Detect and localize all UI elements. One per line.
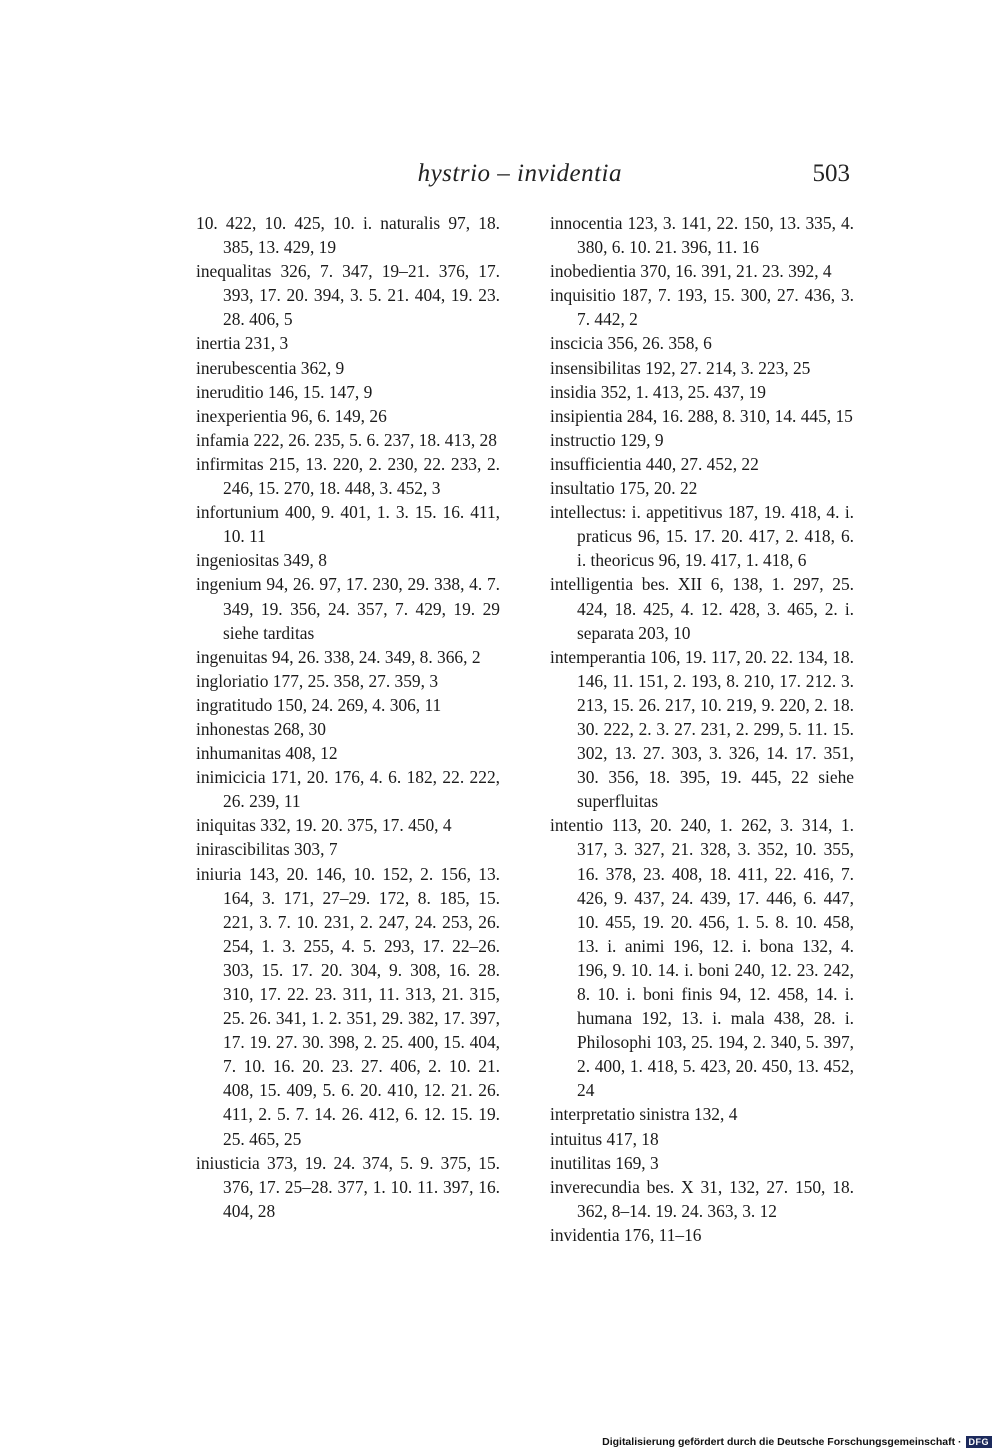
index-entry: intentio 113, 20. 240, 1. 262, 3. 314, 1. 317, 3. 327, 21. 328, 3. 352, 10. 355, 16. 378, 23. 408, 18. 411, 22. 416, 7. 426, 9. 437, 24. 439, 17. 446, 6. 447, 10. 455, 19. 20. 456, 1. 5. 8. 10. 458, 13. i. animi 196, 12. i. bona 132, 4. 196, 9. 10. 14. i. boni 240, 12. 23. 242, 8. 10. i. boni finis 94, 12. 458, 14. i. humana 192, 13. i. mala 438, 28. i. Philosophi 103, 25. 194, 2. 340, 5. 397, 2. 400, 1. 418, 5. 423, 20. 450, 13. 452, 24 [550,815,854,1101]
index-entry: insultatio 175, 20. 22 [550,478,698,499]
index-entry: intemperantia 106, 19. 117, 20. 22. 134, 18. 146, 11. 151, 2. 193, 8. 210, 17. 212. 3. 213, 15. 26. 217, 10. 219, 9. 220, 2. 18. 30. 222, 2. 3. 27. 231, 2. 299, 5. 11. 15. 302, 13. 27. 303, 3. 326, 14. 17. 351, 30. 356, 18. 395, 19. 445, 22 siehe superfluitas [550,646,854,812]
index-entry: intellectus: i. appetitivus 187, 19. 418, 4. i. praticus 96, 15. 17. 20. 417, 2. 418, 6. i. theoricus 96, 19. 417, 1. 418, 6 [550,502,854,571]
index-entry: intuitus 417, 18 [550,1128,659,1149]
index-column-right [550,211,854,1247]
index-entry: ingenuitas 94, 26. 338, 24. 349, 8. 366, 2 [196,646,481,667]
index-entry: ingeniositas 349, 8 [196,550,327,571]
index-entry: inobedientia 370, 16. 391, 21. 23. 392, 4 [550,261,832,282]
index-entry: inquisitio 187, 7. 193, 15. 300, 27. 436, 3. 7. 442, 2 [550,285,854,330]
index-entry: insidia 352, 1. 413, 25. 437, 19 [550,381,766,402]
funding-footer [602,1436,992,1448]
index-entry: interpretatio sinistra 132, 4 [550,1104,738,1125]
index-entry: ingratitudo 150, 24. 269, 4. 306, 11 [196,694,442,715]
index-entry: inertia 231, 3 [196,333,289,354]
index-entry: infortunium 400, 9. 401, 1. 3. 15. 16. 411, 10. 11 [196,502,500,547]
index-entry: insensibilitas 192, 27. 214, 3. 223, 25 [550,357,811,378]
index-entry: inimicicia 171, 20. 176, 4. 6. 182, 22. 222, 26. 239, 11 [196,767,500,812]
index-entry: ingloriatio 177, 25. 358, 27. 359, 3 [196,670,439,691]
index-entry: infamia 222, 26. 235, 5. 6. 237, 18. 413, 28 [196,429,497,450]
running-title: hystrio – invidentia [417,160,622,187]
index-entry: inequalitas 326, 7. 347, 19–21. 376, 17. 393, 17. 20. 394, 3. 5. 21. 404, 19. 23. 28. 406, 5 [196,261,500,330]
index-column-left [196,211,500,1223]
index-entry: insufficientia 440, 27. 452, 22 [550,453,759,474]
index-entry: infirmitas 215, 13. 220, 2. 230, 22. 233, 2. 246, 15. 270, 18. 448, 3. 452, 3 [196,453,500,499]
index-entry: inerubescentia 362, 9 [196,357,345,378]
index-entry: 10. 422, 10. 425, 10. i. naturalis 97, 18. 385, 13. 429, 19 [196,213,500,258]
index-entry: inutilitas 169, 3 [550,1152,659,1173]
index-entry: invidentia 176, 11–16 [550,1224,702,1245]
index-entry: ineruditio 146, 15. 147, 9 [196,381,373,402]
index-entry: inscicia 356, 26. 358, 6 [550,333,712,354]
page-number: 503 [812,160,850,187]
index-entry: innocentia 123, 3. 141, 22. 150, 13. 335, 4. 380, 6. 10. 21. 396, 11. 16 [550,213,854,258]
index-entry: intelligentia bes. XII 6, 138, 1. 297, 25. 424, 18. 425, 4. 12. 428, 3. 465, 2. i. separata 203, 10 [550,574,854,643]
index-entry: inhumanitas 408, 12 [196,743,338,764]
index-entry: inverecundia bes. X 31, 132, 27. 150, 18. 362, 8–14. 19. 24. 363, 3. 12 [550,1176,854,1221]
index-entry: inhonestas 268, 30 [196,718,326,739]
funding-text: Digitalisierung gefördert durch die Deutsche Forschungsgemeinschaft · [602,1436,962,1448]
index-entry: iniuria 143, 20. 146, 10. 152, 2. 156, 13. 164, 3. 171, 27–29. 172, 8. 185, 15. 221, 3. 7. 10. 231, 2. 247, 24. 253, 26. 254, 1. 3. 255, 4. 5. 293, 17. 22–26. 303, 15. 17. 20. 304, 9. 308, 16. 28. 310, 17. 22. 23. 311, 11. 313, 21. 315, 25. 26. 341, 1. 2. 351, 29. 382, 17. 397, 17. 19. 27. 30. 398, 2. 25. 400, 15. 404, 7. 10. 16. 20. 23. 27. 406, 2. 10. 21. 408, 15. 409, 5. 6. 20. 410, 12. 21. 26. 411, 2. 5. 7. 14. 26. 412, 6. 12. 15. 19. 25. 465, 25 [196,863,500,1149]
index-entry: ingenium 94, 26. 97, 17. 230, 29. 338, 4. 7. 349, 19. 356, 24. 357, 7. 429, 19. 29 siehe tarditas [196,574,500,643]
dfg-logo: DFG [966,1436,993,1448]
index-entry: inirascibilitas 303, 7 [196,839,338,860]
index-entry: insipientia 284, 16. 288, 8. 310, 14. 445, 15 [550,405,853,426]
index-entry: inexperientia 96, 6. 149, 26 [196,405,387,426]
index-entry: iniquitas 332, 19. 20. 375, 17. 450, 4 [196,815,452,836]
index-entry: iniusticia 373, 19. 24. 374, 5. 9. 375, 15. 376, 17. 25–28. 377, 1. 10. 11. 397, 16. 404, 28 [196,1152,500,1221]
index-entry: instructio 129, 9 [550,429,664,450]
